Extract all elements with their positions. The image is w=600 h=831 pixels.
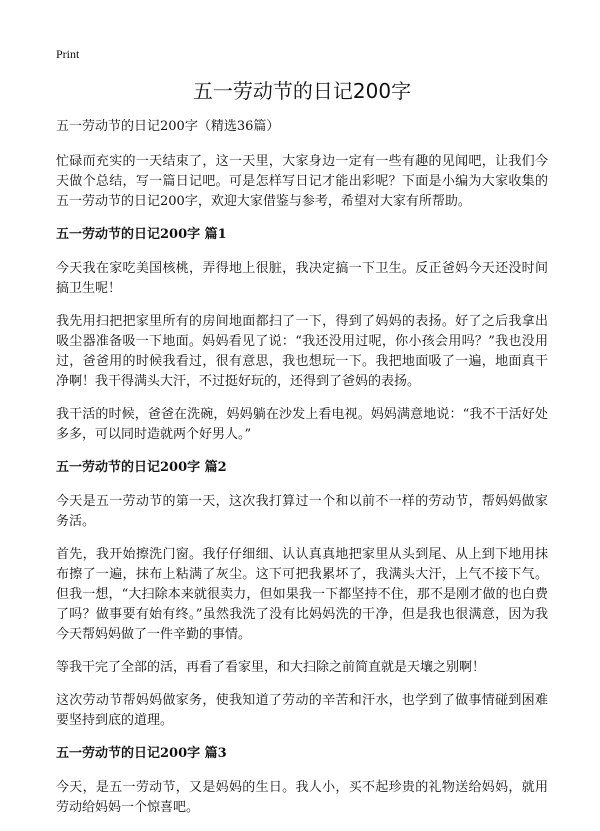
paragraph: 今天是五一劳动节的第一天，这次我打算过一个和以前不一样的劳动节，帮妈妈做家务活。 (56, 494, 548, 529)
paragraph: 首先，我开始擦洗门窗。我仔仔细细、认认真真地把家里从头到尾、从上到下地用抹布擦了一遍，抹布上粘满了灰尘。这下可把我累坏了，我满头大汗，上气不接下气。但我一想，“大扫除本来就很卖力，但如果我一下都坚持不住，那不是刚才做的也白费了吗？做事要有始有终。”虽然我洗了没有比妈妈洗的干净，但是我也很满意，因为我今天帮妈妈做了一件辛勤的事情。 (56, 547, 548, 642)
print-link[interactable]: Print (56, 47, 80, 61)
paragraph: 等我干完了全部的活，再看了看家里，和大扫除之前简直就是天壤之别啊！ (56, 660, 486, 675)
intro-paragraph: 忙碌而充实的一天结束了，这一天里，大家身边一定有一些有趣的见闻吧，让我们今天做个总结，写一篇日记吧。可是怎样写日记才能出彩呢？下面是小编为大家收集的五一劳动节的日记200字，欢迎大家借鉴与参考，希望对大家有所帮助。 (56, 154, 548, 209)
page-title: 五一劳动节的日记200字 (192, 79, 412, 103)
paragraph: 今天我在家吃美国核桃，弄得地上很脏，我决定搞一下卫生。反正爸妈今天还没时间搞卫生呢！ (56, 261, 548, 296)
section-heading: 五一劳动节的日记200字 篇1 (56, 227, 227, 242)
section-heading: 五一劳动节的日记200字 篇2 (56, 460, 227, 475)
paragraph: 我先用扫把把家里所有的房间地面都扫了一下，得到了妈妈的表扬。好了之后我拿出吸尘器准备吸一下地面。妈妈看见了说：“我还没用过呢，你小孩会用吗？”我也没用过，爸爸用的时候我看过，很有意思，我也想玩一下。我把地面吸了一遍，地面真干净啊！我干得满头大汗，不过挺好玩的，还得到了爸妈的表扬。 (56, 314, 548, 389)
paragraph: 我干活的时候，爸爸在洗碗，妈妈躺在沙发上看电视。妈妈满意地说：“我不干活好处多多，可以同时造就两个好男人。” (56, 407, 548, 442)
paragraph: 今天，是五一劳动节，又是妈妈的生日。我人小，买不起珍贵的礼物送给妈妈，就用劳动给妈妈一个惊喜吧。 (56, 780, 548, 815)
document-subtitle: 五一劳动节的日记200字（精选36篇） (56, 119, 280, 134)
document (56, 78, 548, 831)
section-heading: 五一劳动节的日记200字 篇3 (56, 746, 227, 761)
paragraph: 这次劳动节帮妈妈做家务，使我知道了劳动的辛苦和汗水，也学到了做事情碰到困难要坚持到底的道理。 (56, 693, 548, 728)
